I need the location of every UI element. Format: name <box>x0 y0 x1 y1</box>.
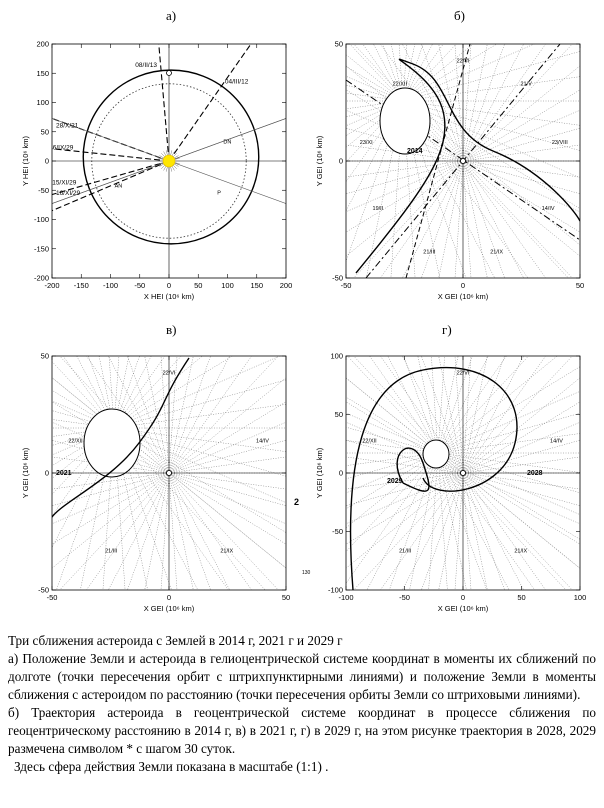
date-label: 22/XII <box>392 81 408 88</box>
y-tick-label: 150 <box>36 68 49 78</box>
caption-para-a: а) Положение Земли и астероида в гелиоцентрической системе координат в моменты их сближений по долготе (точки пересечения орбит с штрихпунктирными линиями) и положение Земли в моменты сближения с астероидом по расстоянию (точки пересечения орбиты Земли со штриховыми линиями). <box>8 651 596 702</box>
radial-line <box>463 161 604 207</box>
radial-line <box>114 336 441 428</box>
radial-line <box>463 0 604 161</box>
radial-line <box>101 407 438 453</box>
y-tick-label: -100 <box>33 215 49 224</box>
x-axis-label: X HEI (10⁶ km) <box>143 292 195 301</box>
radial-line <box>0 108 114 428</box>
caption-title: Три сближения астероида с Землей в 2014 г, 2021 г и 2029 г <box>8 633 343 648</box>
radial-line <box>307 161 466 463</box>
radial-line <box>403 101 604 349</box>
radial-line <box>438 120 507 453</box>
x-tick-label: 50 <box>517 593 526 602</box>
chart-panel-b <box>63 0 604 500</box>
radial-line <box>242 453 438 630</box>
date-label: 14/IV <box>256 438 269 445</box>
radial-line <box>403 0 604 101</box>
earth-marker <box>167 71 172 76</box>
y-axis-label: Y HEI (10⁶ km) <box>21 135 30 187</box>
year-label: 2014 <box>407 148 423 155</box>
sun-marker <box>163 155 175 167</box>
radial-line <box>460 161 577 481</box>
y-tick-label: 0 <box>44 468 49 478</box>
approach-date-label: 08/II/13 <box>135 62 157 70</box>
x-tick-label: 0 <box>166 281 172 290</box>
radial-line <box>166 171 325 473</box>
radial-line <box>114 89 137 428</box>
y-axis-label: Y GEI (10⁶ km) <box>21 447 30 499</box>
date-label: 21/III <box>105 548 118 555</box>
y-tick-label: 0 <box>338 156 343 166</box>
earth-marker <box>461 159 466 164</box>
date-label: 21/IX <box>514 548 528 555</box>
date-label: 22/VI <box>456 58 470 65</box>
date-label: 21/III <box>399 548 412 555</box>
asteroid-trajectory <box>351 368 517 590</box>
y-tick-label: -50 <box>332 527 343 536</box>
radial-line <box>172 161 466 338</box>
radial-line <box>199 258 466 473</box>
radial-line <box>66 101 403 147</box>
radial-line <box>267 161 466 439</box>
earth-sphere-of-influence <box>423 440 449 468</box>
x-tick-label: 200 <box>279 281 293 290</box>
y-tick-label: 50 <box>334 39 343 49</box>
plot-area <box>0 0 357 278</box>
radial-line <box>112 101 403 278</box>
radial-line <box>169 473 496 565</box>
asteroid-trajectory <box>356 59 580 273</box>
radial-line <box>403 101 604 316</box>
date-label: 21/IX <box>490 249 504 256</box>
panel-d-label: г) <box>442 322 452 337</box>
year-label-left: 2029 <box>387 478 403 485</box>
y-tick-label: 50 <box>40 351 49 361</box>
date-label: 22/XII <box>362 438 377 445</box>
radial-line <box>0 293 114 428</box>
y-tick-label: 200 <box>36 39 49 49</box>
x-tick-label: 50 <box>194 281 203 290</box>
radial-line <box>282 453 438 630</box>
x-tick-label: 100 <box>221 281 234 290</box>
x-tick-label: 100 <box>573 593 587 602</box>
radial-line <box>169 427 506 473</box>
radial-line <box>324 133 438 453</box>
radial-line <box>460 153 577 473</box>
radial-line <box>91 101 403 236</box>
radial-line <box>169 296 460 473</box>
radial-line <box>111 453 438 545</box>
date-label: 14/IV <box>550 438 563 445</box>
radial-line <box>463 338 604 473</box>
radial-line <box>463 0 604 161</box>
radial-line <box>463 0 604 161</box>
radial-line <box>111 361 438 453</box>
y-tick-label: -50 <box>38 185 49 195</box>
approach-date-label: 04/III/12 <box>224 78 249 86</box>
radial-line <box>463 115 604 161</box>
radial-line <box>403 9 604 101</box>
date-label: 23/XI <box>359 139 373 146</box>
radial-line <box>166 473 433 630</box>
x-tick-label: 0 <box>460 593 466 602</box>
orbit-mark-P: P <box>217 190 221 197</box>
radial-line <box>114 126 270 428</box>
radial-line <box>166 153 283 473</box>
radial-line <box>403 0 604 101</box>
radial-line <box>460 161 604 338</box>
panel-a-label: a) <box>166 8 177 23</box>
radial-line <box>463 381 604 473</box>
radial-line <box>114 428 346 630</box>
x-axis-label: X GEI (10⁶ km) <box>143 604 195 613</box>
radial-line <box>460 258 604 473</box>
radial-line <box>463 473 604 519</box>
caption-para-b: б) Траектория астероида в геоцентрической системе координат в процессе сближения по геоцентрическому расстоянию в 2014 г, в) в 2021 г, г) в 2029 г, на этом рисунке траектория в 2028, 2029 размечена символом * с шагом 30 суток. <box>8 705 596 756</box>
radial-line <box>114 428 310 630</box>
approach-date-label: 15/XI/29 <box>52 179 77 187</box>
radial-line <box>324 453 438 630</box>
earth-sphere-of-influence <box>84 409 140 477</box>
approach-date-label: 28/X/21 <box>55 122 79 130</box>
radial-line <box>114 428 426 563</box>
year-label-right: 2028 <box>527 470 543 477</box>
y-tick-label: 50 <box>334 410 343 419</box>
date-label: 19/II <box>372 206 384 213</box>
radial-line <box>460 195 604 473</box>
approach-date-label: 6/IX/29 <box>52 144 74 152</box>
radial-line <box>136 161 463 256</box>
radial-line <box>166 473 365 630</box>
date-label: 21/V <box>520 81 532 88</box>
orbit-mark-DN: DN <box>223 139 232 146</box>
y-tick-label: -100 <box>327 585 343 595</box>
x-tick-label: 50 <box>575 281 585 290</box>
radial-line <box>139 0 403 101</box>
radial-line <box>463 0 532 161</box>
radial-line <box>403 101 604 147</box>
radial-line <box>460 161 604 463</box>
radial-line <box>199 473 466 630</box>
chart-panel-a <box>0 0 357 301</box>
radial-line <box>438 114 461 453</box>
y-axis-label: Y GEI (10⁶ km) <box>315 135 324 187</box>
x-tick-label: 0 <box>460 281 466 290</box>
date-label: 22/VI <box>162 370 176 377</box>
radial-line <box>460 161 604 296</box>
radial-line <box>76 9 403 101</box>
date-label: 21/IX <box>220 548 234 555</box>
radial-line <box>279 151 438 453</box>
radial-line <box>136 473 463 565</box>
figure-caption <box>8 632 596 776</box>
radial-lines <box>63 0 604 500</box>
y-axis-label: Y GEI (10⁶ km) <box>315 447 324 499</box>
approach-line-1 <box>150 0 169 161</box>
x-axis-label: X GEI (10⁶ km) <box>437 292 489 301</box>
radial-line <box>460 171 604 473</box>
radial-line <box>151 161 466 296</box>
y-tick-label: 0 <box>44 156 49 166</box>
x-tick-label: -50 <box>46 593 58 602</box>
y-tick-label: -150 <box>33 244 49 254</box>
radial-line <box>0 180 114 428</box>
radial-line <box>166 140 238 473</box>
radial-line <box>0 195 172 473</box>
year-label: 2021 <box>56 470 72 477</box>
radial-line <box>147 273 438 453</box>
radial-line <box>171 101 403 349</box>
radial-line <box>126 453 438 588</box>
radial-line <box>247 101 403 403</box>
caption-para-c: Здесь сфера действия Земли показана в масштабе (1:1) . <box>14 759 329 774</box>
radial-line <box>403 0 517 101</box>
x-tick-label: -50 <box>134 281 146 290</box>
radial-line <box>114 428 405 605</box>
radial-line <box>267 195 466 473</box>
earth-marker <box>167 471 172 476</box>
radial-line <box>76 101 403 193</box>
panel-b-label: б) <box>454 8 465 23</box>
radial-line <box>114 213 378 428</box>
x-tick-label: -100 <box>338 593 354 602</box>
y-tick-label: -50 <box>332 273 343 283</box>
x-tick-label: -50 <box>399 593 410 602</box>
radial-line <box>0 126 114 428</box>
radial-line <box>463 296 604 473</box>
x-tick-label: -100 <box>102 281 119 290</box>
y-tick-label: -200 <box>33 273 49 283</box>
radial-line <box>403 0 604 101</box>
radial-line <box>101 453 438 499</box>
x-tick-label: -50 <box>340 281 352 290</box>
plot-area <box>63 0 604 500</box>
approach-date-label: 16/XI/29 <box>55 190 81 198</box>
x-axis-label: X GEI (10⁶ km) <box>437 604 489 613</box>
radial-line <box>247 0 403 101</box>
y-tick-label: -50 <box>38 585 49 595</box>
radial-line <box>463 26 604 161</box>
radial-line <box>403 101 599 379</box>
radial-line <box>403 0 604 101</box>
y-tick-label: 50 <box>40 127 49 137</box>
stray-mark-2: 2 <box>294 497 300 507</box>
date-label: 23/VIII <box>551 139 568 146</box>
radial-line <box>463 0 604 161</box>
radial-line <box>206 205 438 453</box>
radial-line <box>403 0 599 101</box>
x-tick-label: 0 <box>166 593 172 602</box>
radial-line <box>166 473 401 630</box>
radial-line <box>166 225 401 473</box>
date-label: 22/XII <box>68 438 83 445</box>
radial-line <box>151 338 463 473</box>
radial-line <box>166 195 365 473</box>
stray-mark-130: 130 <box>302 570 311 576</box>
radial-line <box>112 0 403 101</box>
panel-c-label: в) <box>166 322 177 337</box>
radial-line <box>403 0 559 101</box>
x-tick-label: 150 <box>250 281 264 290</box>
date-label: 14/IV <box>541 206 555 213</box>
radial-line <box>166 473 481 608</box>
radial-line <box>463 0 604 161</box>
radial-line <box>207 0 403 101</box>
earth-sphere-of-influence <box>380 88 430 154</box>
radial-line <box>174 238 438 453</box>
radial-line <box>463 473 604 565</box>
orbit-mark-AN: AN <box>114 183 123 190</box>
radial-line <box>169 473 506 519</box>
date-label: 21/III <box>423 249 436 256</box>
earth-marker <box>461 471 466 476</box>
date-label: 22/VI <box>456 370 470 377</box>
radial-line <box>114 180 346 428</box>
radial-line <box>463 0 577 161</box>
y-tick-label: 0 <box>338 468 343 478</box>
y-tick-label: 100 <box>330 351 343 361</box>
radial-line <box>207 101 403 379</box>
radial-line <box>139 101 403 316</box>
radial-line <box>91 0 403 101</box>
x-tick-label: 50 <box>281 593 291 602</box>
radial-line <box>151 473 466 608</box>
radial-line <box>231 225 466 473</box>
radial-line <box>403 101 604 193</box>
x-tick-label: -150 <box>73 281 89 290</box>
x-tick-label: -200 <box>44 281 60 290</box>
radial-line <box>172 296 463 473</box>
y-tick-label: 100 <box>36 98 49 107</box>
radial-line <box>415 453 438 630</box>
